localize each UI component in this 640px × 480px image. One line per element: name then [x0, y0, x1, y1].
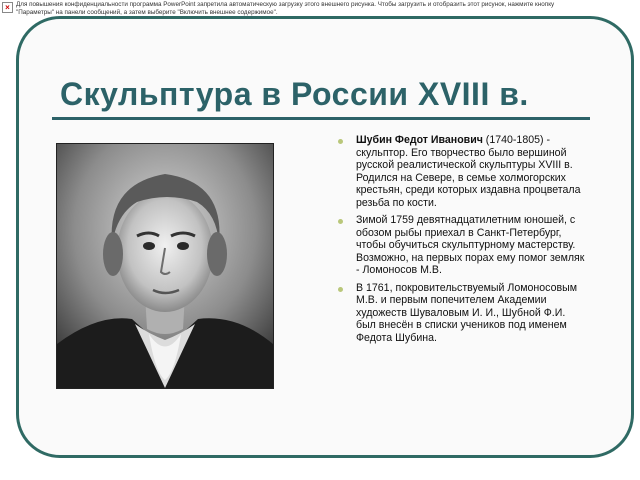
bullet-text: Зимой 1759 девятнадцатилетним юношей, с обозом рыбы приехал в Санкт-Петербург, чтобы обучиться скульптурному мастерству. Возможно, на первых порах ему помог земляк - Ломоносов М.В. — [356, 214, 585, 276]
list-item — [336, 282, 588, 345]
list-item — [336, 134, 588, 209]
bullet-text: В 1761, покровительствуемый Ломоносовым М.В. и первым попечителем Академии художеств Шуваловым И. И., Шубной Ф.И. был внесён в списки учеников под именем Федота Шубина. — [356, 281, 577, 344]
notice-line-2: "Параметры" на панели сообщений, а затем выберите "Включить внешнее содержимое". — [16, 9, 278, 16]
slide-title: Скульптура в России XVIII в. — [60, 76, 529, 112]
bullet-icon — [338, 287, 343, 292]
bullet-icon — [338, 139, 343, 144]
bullet-list — [336, 134, 588, 349]
sculptor-name: Шубин Федот Иванович — [356, 134, 483, 146]
portrait-image — [56, 143, 274, 389]
list-item — [336, 214, 588, 277]
broken-image-icon: × — [2, 2, 13, 13]
notice-line-1: Для повышения конфиденциальности программа PowerPoint запретила автоматическую загрузку этого внешнего рисунка. Чтобы загрузить и отобразить этот рисунок, нажмите кнопку — [16, 1, 555, 8]
title-divider — [52, 117, 590, 120]
bullet-icon — [338, 219, 343, 224]
bullet-text: (1740-1805) - скульптор. Его творчество было вершиной русской реалистической скульптуры XVIII в. Родился на Севере, в семье холмогорских крестьян, среди которых издавна процветала резьба по кости. — [356, 134, 581, 209]
